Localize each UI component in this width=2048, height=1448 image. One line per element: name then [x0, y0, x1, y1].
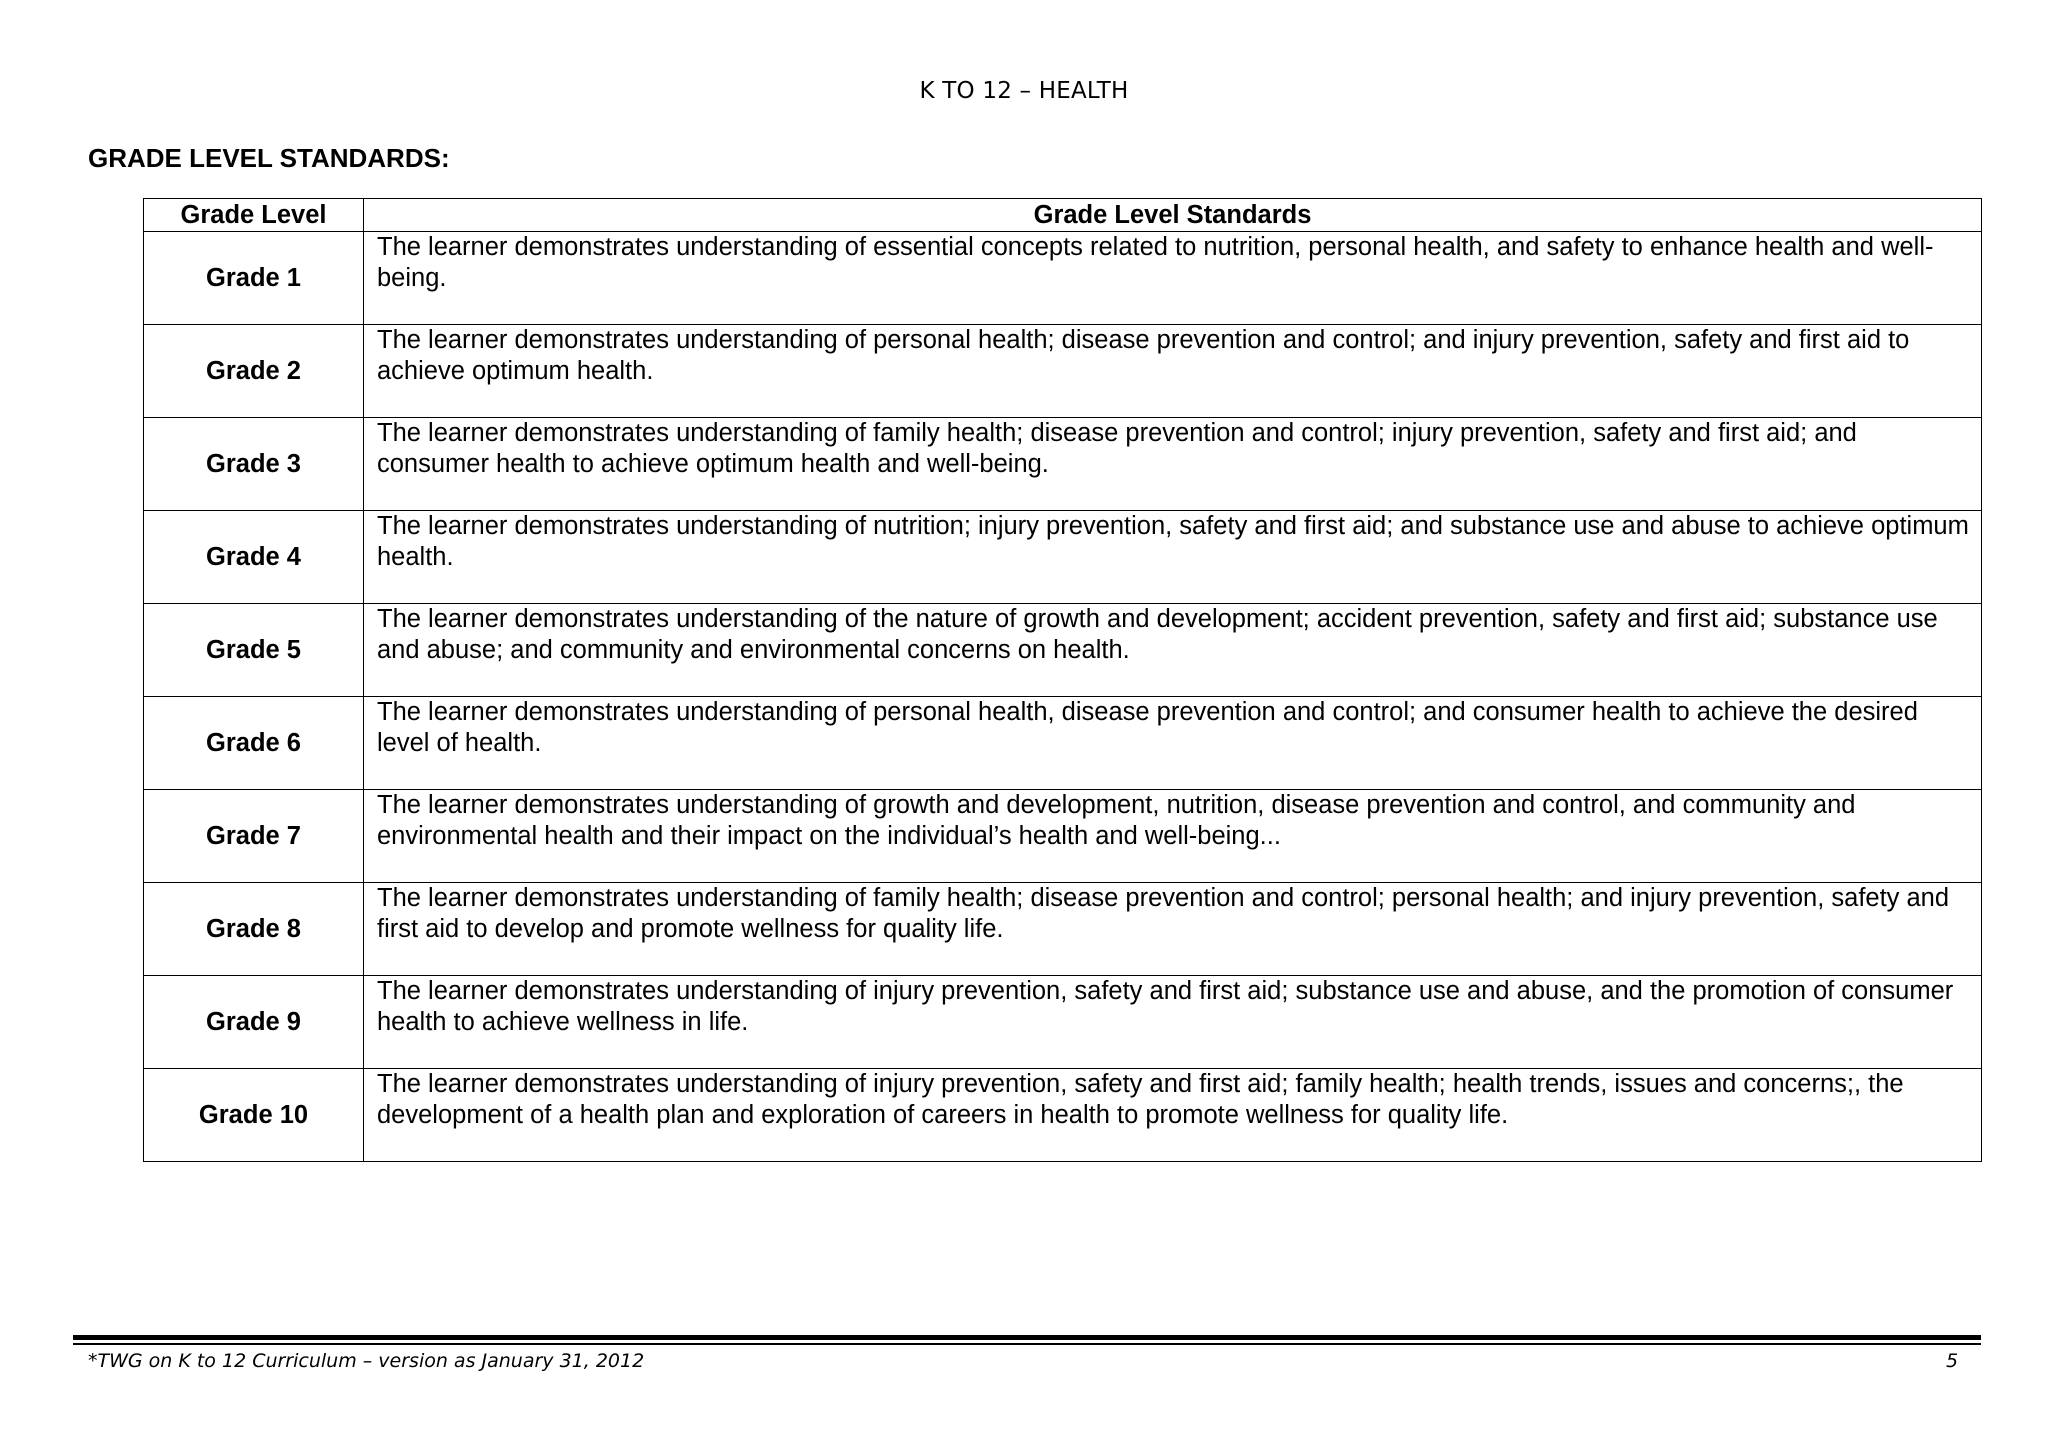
grade-cell: Grade 10 — [144, 1069, 364, 1162]
grade-cell: Grade 8 — [144, 883, 364, 976]
standard-cell: The learner demonstrates understanding of the nature of growth and development; accident prevention, safety and first aid; substance use and abuse; and community and environmental concerns on health. — [364, 604, 1982, 697]
table-row — [144, 232, 1982, 325]
standard-cell: The learner demonstrates understanding of personal health, disease prevention and control; and consumer health to achieve the desired level of health. — [364, 697, 1982, 790]
table-row — [144, 511, 1982, 604]
table-row — [144, 976, 1982, 1069]
standard-cell: The learner demonstrates understanding of essential concepts related to nutrition, personal health, and safety to enhance health and well-being. — [364, 232, 1982, 325]
column-header-grade-level-standards: Grade Level Standards — [364, 199, 1982, 232]
standard-cell: The learner demonstrates understanding of nutrition; injury prevention, safety and first aid; and substance use and abuse to achieve optimum health. — [364, 511, 1982, 604]
standard-cell: The learner demonstrates understanding of personal health; disease prevention and control; and injury prevention, safety and first aid to achieve optimum health. — [364, 325, 1982, 418]
footer-rule-thin — [73, 1343, 1981, 1345]
grade-cell: Grade 5 — [144, 604, 364, 697]
footer-note: *TWG on K to 12 Curriculum – version as January 31, 2012 — [88, 1350, 645, 1372]
grade-cell: Grade 4 — [144, 511, 364, 604]
table-row — [144, 418, 1982, 511]
standard-cell: The learner demonstrates understanding of family health; disease prevention and control; injury prevention, safety and first aid; and consumer health to achieve optimum health and well-being. — [364, 418, 1982, 511]
standard-cell: The learner demonstrates understanding of injury prevention, safety and first aid; family health; health trends, issues and concerns;, the development of a health plan and exploration of careers in health to promote wellness for quality life. — [364, 1069, 1982, 1162]
standard-cell: The learner demonstrates understanding of injury prevention, safety and first aid; substance use and abuse, and the promotion of consumer health to achieve wellness in life. — [364, 976, 1982, 1069]
grade-cell: Grade 7 — [144, 790, 364, 883]
grade-cell: Grade 1 — [144, 232, 364, 325]
section-title: GRADE LEVEL STANDARDS: — [88, 143, 450, 173]
table-header-row — [144, 199, 1982, 232]
grade-cell: Grade 6 — [144, 697, 364, 790]
grade-cell: Grade 9 — [144, 976, 364, 1069]
standard-cell: The learner demonstrates understanding of growth and development, nutrition, disease prevention and control, and community and environmental health and their impact on the individual’s health and well-being... — [364, 790, 1982, 883]
table-row — [144, 1069, 1982, 1162]
column-header-grade-level: Grade Level — [144, 199, 364, 232]
grade-standards-table — [143, 198, 1982, 1162]
table-row — [144, 883, 1982, 976]
table-row — [144, 790, 1982, 883]
standard-cell: The learner demonstrates understanding of family health; disease prevention and control; personal health; and injury prevention, safety and first aid to develop and promote wellness for quality life. — [364, 883, 1982, 976]
grade-cell: Grade 2 — [144, 325, 364, 418]
footer-rule-thick — [73, 1335, 1981, 1340]
grade-cell: Grade 3 — [144, 418, 364, 511]
page-header: K TO 12 – HEALTH — [919, 78, 1129, 104]
table-row — [144, 697, 1982, 790]
table-row — [144, 325, 1982, 418]
table-row — [144, 604, 1982, 697]
page-number: 5 — [1946, 1350, 1959, 1372]
